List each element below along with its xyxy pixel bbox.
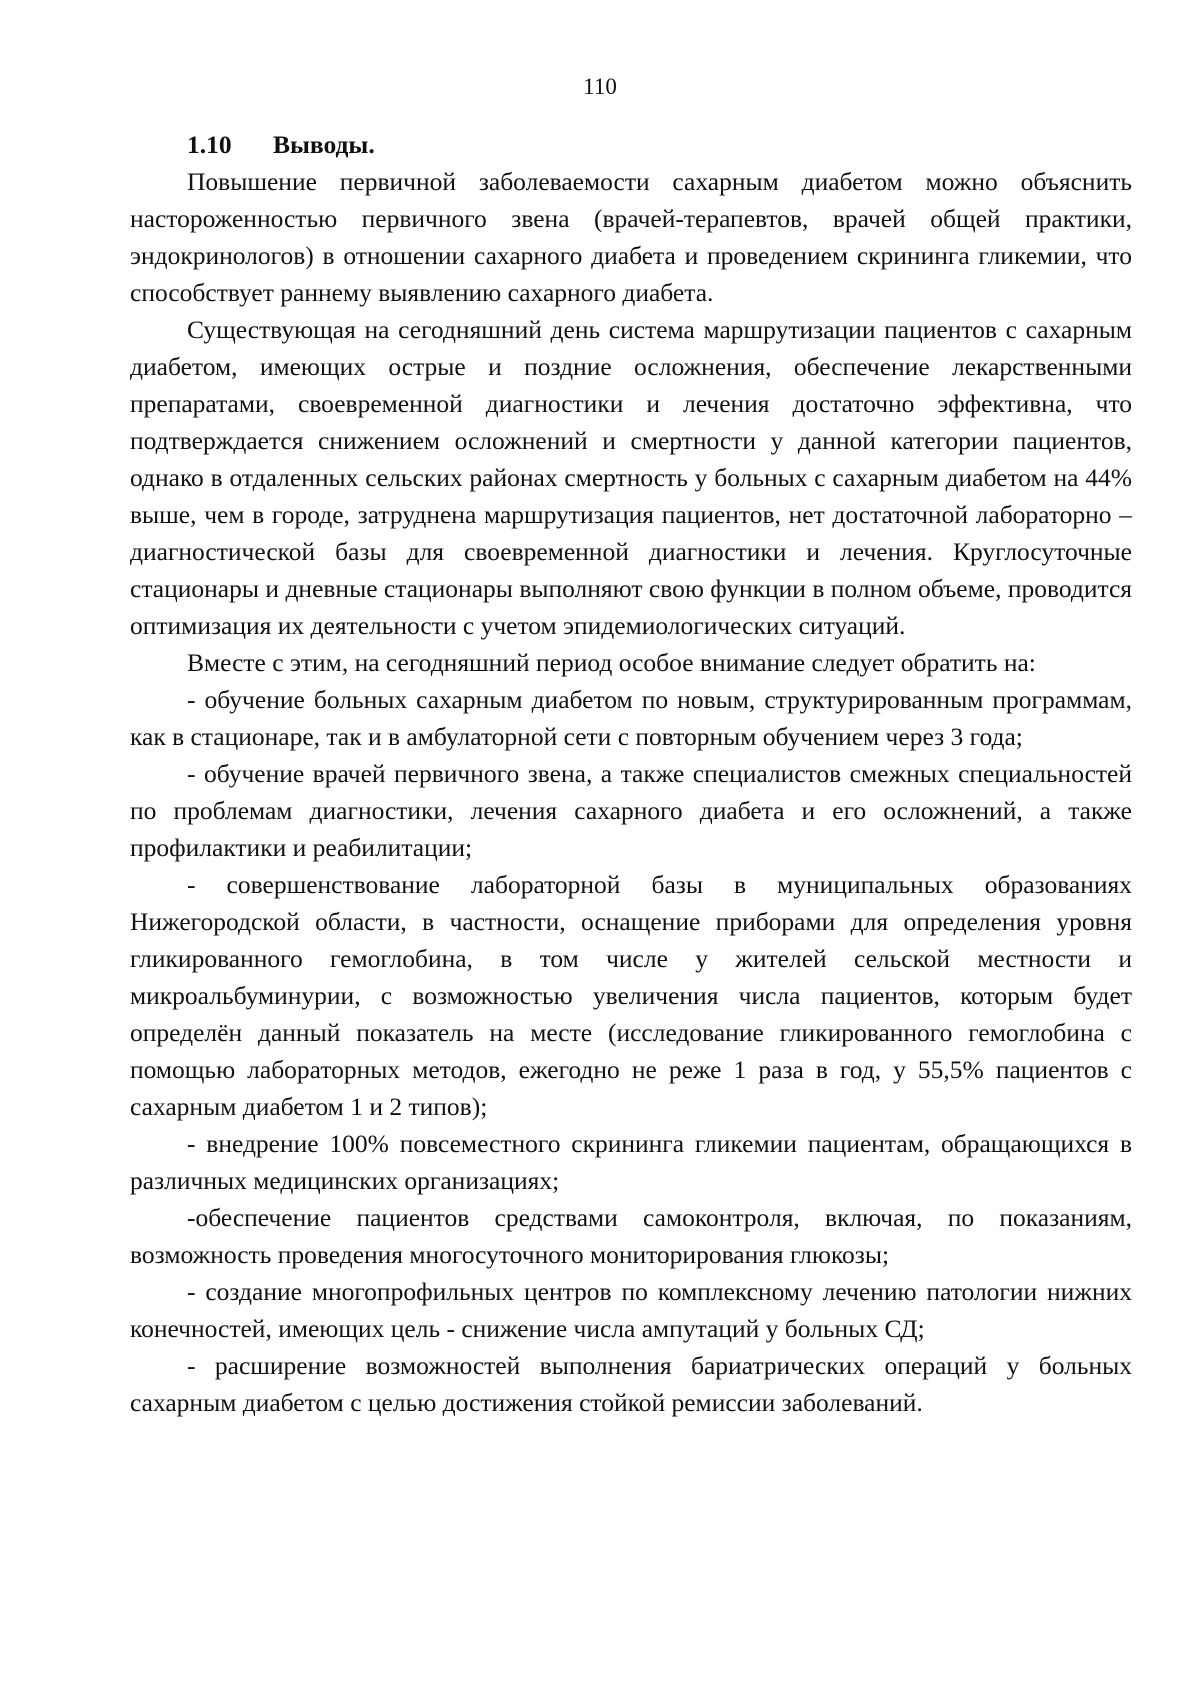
- list-item-bariatric-surgery: - расширение возможностей выполнения бариатрических операций у больных сахарным диабетом с целью достижения стойкой ремиссии заболеваний.: [130, 1351, 1132, 1417]
- page-number: 110: [583, 74, 617, 99]
- paragraph-intro: Повышение первичной заболеваемости сахарным диабетом можно объяснить настороженностью первичного звена (врачей-терапевтов, врачей общей практики, эндокринологов) в отношении сахарного диабета и проведением скрининга гликемии, что способствует раннему выявлению сахарного диабета.: [130, 167, 1132, 307]
- paragraph-routing-system: Существующая на сегодняшний день система маршрутизации пациентов с сахарным диабетом, имеющих острые и поздние осложнения, обеспечение лекарственными препаратами, своевременной диагностики и лечения достаточно эффективна, что подтверждается снижением осложнений и смертности у данной категории пациентов, однако в отдаленных сельских районах смертность у больных с сахарным диабетом на 44% выше, чем в городе, затруднена маршрутизация пациентов, нет достаточной лабораторно – диагностической базы для своевременной диагностики и лечения. Круглосуточные стационары и дневные стационары выполняют свою функции в полном объеме, проводится оптимизация их деятельности с учетом эпидемиологических ситуаций.: [130, 315, 1132, 640]
- list-item-self-control: -обеспечение пациентов средствами самоконтроля, включая, по показаниям, возможность проведения многосуточного мониторирования глюкозы;: [130, 1203, 1132, 1269]
- list-item-laboratory-base: - совершенствование лабораторной базы в муниципальных образованиях Нижегородской области, в частности, оснащение приборами для определения уровня гликированного гемоглобина, в том числе у жителей сельской местности и микроальбуминурии, с возможностью увеличения числа пациентов, которым будет определён данный показатель на месте (исследование гликированного гемоглобина с помощью лабораторных методов, ежегодно не реже 1 раза в год, у 55,5% пациентов с сахарным диабетом 1 и 2 типов);: [130, 870, 1132, 1121]
- paragraph-attention-lead: Вместе с этим, на сегодняшний период особое внимание следует обратить на:: [187, 648, 1036, 677]
- list-item-doctor-training: - обучение врачей первичного звена, а также специалистов смежных специальностей по проблемам диагностики, лечения сахарного диабета и его осложнений, а также профилактики и реабилитации;: [130, 759, 1132, 862]
- section-number: 1.10: [187, 130, 232, 159]
- section-heading: [130, 126, 1132, 163]
- page-content: [130, 126, 1132, 1421]
- list-item-glycemia-screening: - внедрение 100% повсеместного скрининга гликемии пациентам, обращающихся в различных медицинских организациях;: [130, 1129, 1132, 1195]
- list-item-multidisciplinary-centers: - создание многопрофильных центров по комплексному лечению патологии нижних конечностей, имеющих цель - снижение числа ампутаций у больных СД;: [130, 1277, 1132, 1343]
- list-item-patient-education: - обучение больных сахарным диабетом по новым, структурированным программам, как в стационаре, так и в амбулаторной сети с повторным обучением через 3 года;: [130, 685, 1132, 751]
- section-title: Выводы.: [273, 130, 375, 159]
